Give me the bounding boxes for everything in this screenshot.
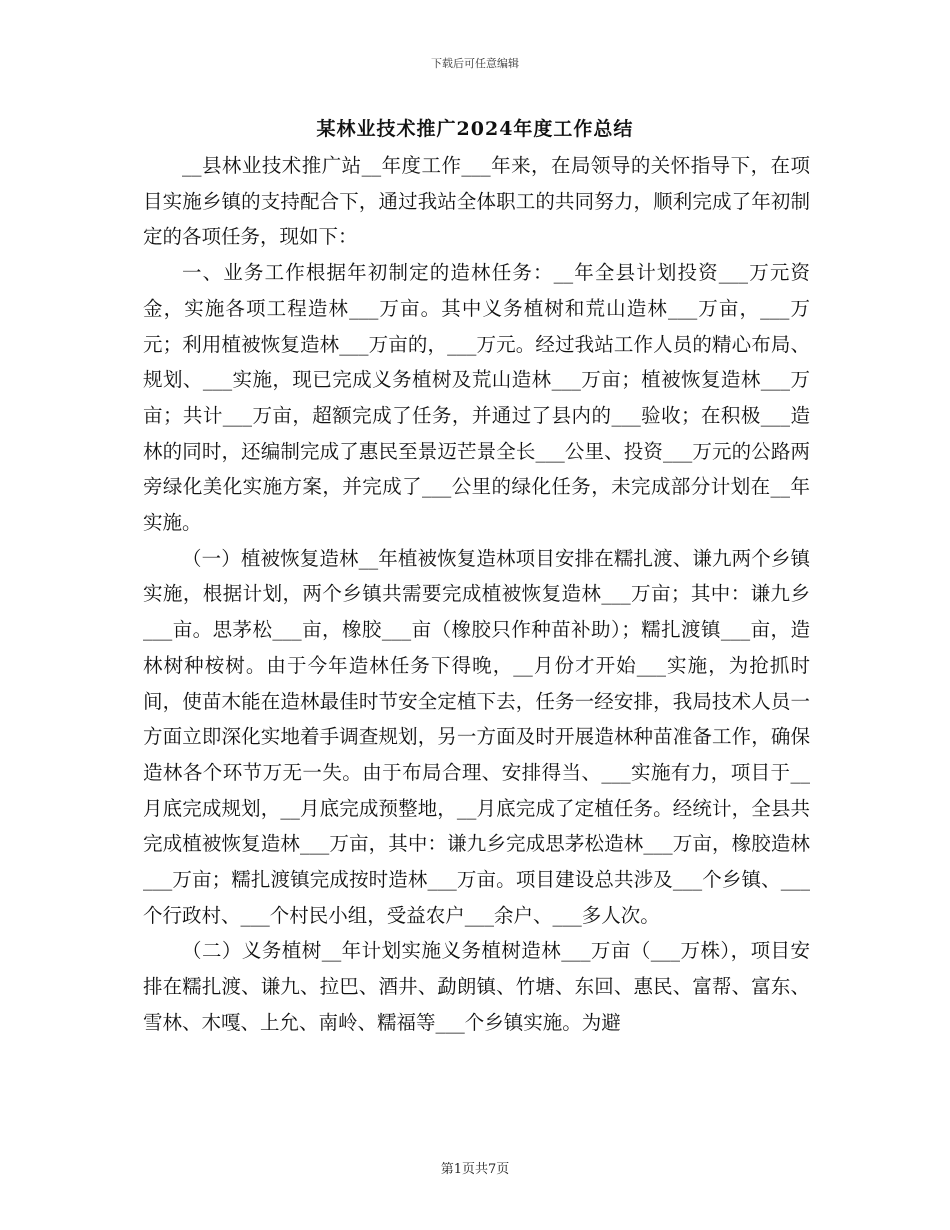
paragraph-business-work: 一、业务工作根据年初制定的造林任务：__年全县计划投资___万元资金，实施各项工程造林___万亩。其中义务植树和荒山造林___万亩，___万元；利用植被恢复造林___万亩的，___万元。经过我站工作人员的精心布局、规划、___实施，现已完成义务植树及荒山造林___万亩；植被恢复造林___万亩；共计___万亩，超额完成了任务，并通过了县内的___验收；在积极___造林的同时，还编制完成了惠民至景迈芒景全长___公里、投资___万元的公路两旁绿化美化实施方案，并完成了___公里的绿化任务，未完成部分计划在__年实施。: [143, 261, 810, 535]
document-body: [143, 148, 810, 1041]
header-note: 下载后可任意编辑: [431, 57, 519, 70]
paragraph-intro: __县林业技术推广站__年度工作___年来，在局领导的关怀指导下，在项目实施乡镇的支持配合下，通过我站全体职工的共同努力，顺利完成了年初制定的各项任务，现如下：: [143, 154, 810, 249]
page-number: 第1页共7页: [440, 1162, 510, 1177]
document-title: 某林业技术推广2024年度工作总结: [316, 118, 634, 140]
paragraph-voluntary-planting: （二）义务植树__年计划实施义务植树造林___万亩（___万株），项目安排在糯扎渡、谦九、拉巴、酒井、勐朗镇、竹塘、东回、惠民、富帮、富东、雪林、木嘎、上允、南岭、糯福等___个乡镇实施。为避: [143, 939, 810, 1034]
paragraph-vegetation-restoration: （一）植被恢复造林__年植被恢复造林项目安排在糯扎渡、谦九两个乡镇实施，根据计划，两个乡镇共需要完成植被恢复造林___万亩；其中：谦九乡___亩。思茅松___亩，橡胶___亩（橡胶只作种苗补助）；糯扎渡镇___亩，造林树种桉树。由于今年造林任务下得晚，__月份才开始___实施，为抢抓时间，使苗木能在造林最佳时节安全定植下去，任务一经安排，我局技术人员一方面立即深化实地着手调查规划，另一方面及时开展造林种苗准备工作，确保造林各个环节万无一失。由于布局合理、安排得当、___实施有力，项目于__月底完成规划，__月底完成预整地，__月底完成了定植任务。经统计，全县共完成植被恢复造林___万亩，其中：谦九乡完成思茅松造林___万亩，橡胶造林___万亩；糯扎渡镇完成按时造林___万亩。项目建设总共涉及___个乡镇、___个行政村、___个村民小组，受益农户___余户、___多人次。: [143, 546, 810, 927]
